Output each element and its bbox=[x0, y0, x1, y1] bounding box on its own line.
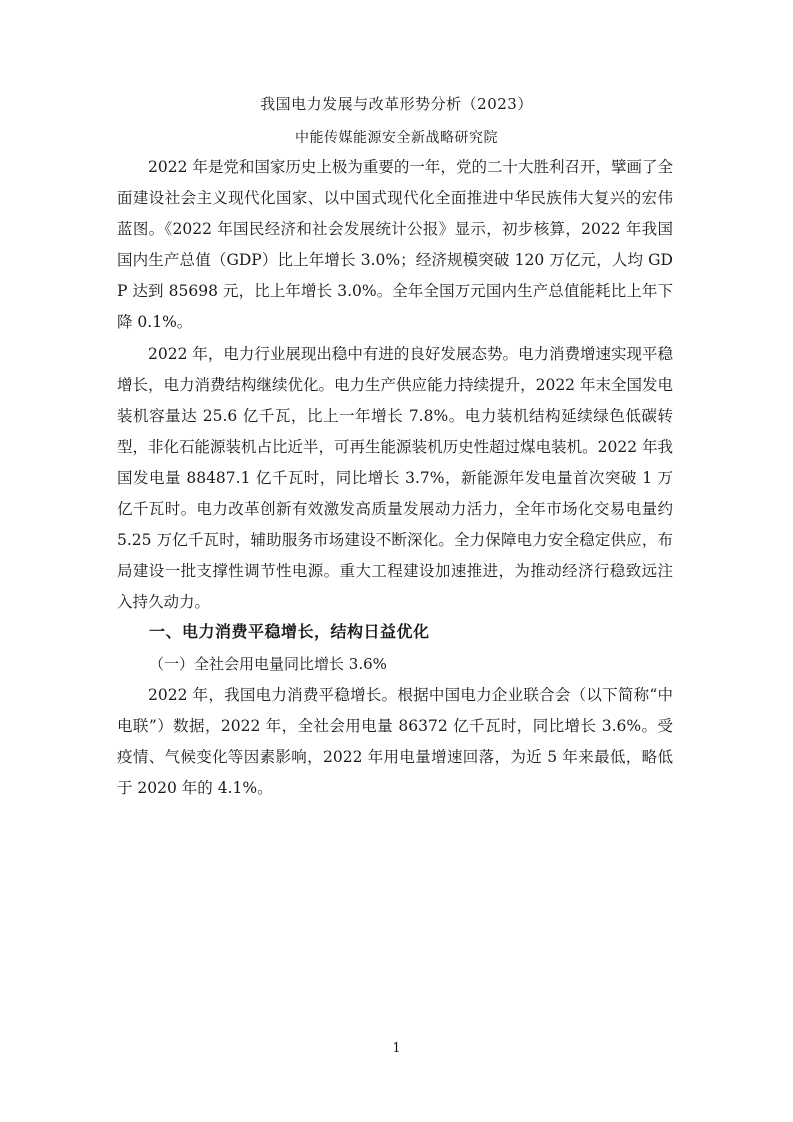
paragraph-consumption: 2022 年，我国电力消费平稳增长。根据中国电力企业联合会（以下简称“中电联”）数据，2022 年，全社会用电量 86372 亿千瓦时，同比增长 3.6%。受疫情、气候变化等因素影响，2022 年用电量增速回落，为近 5 年来最低，略低于 2020 年的 4.1%。 bbox=[117, 686, 673, 797]
paragraph-overview: 2022 年是党和国家历史上极为重要的一年，党的二十大胜利召开，擘画了全面建设社会主义现代化国家、以中国式现代化全面推进中华民族伟大复兴的宏伟蓝图。《2022 年国民经济和社会发展统计公报》显示，初步核算，2022 年我国国内生产总值（GDP）比上年增长 3.0%；经济规模突破 120 万亿元，人均 GDP 达到 85698 元，比上年增长 3.0%。全年全国万元国内生产总值能耗比上年下降 0.1%。 bbox=[117, 158, 673, 331]
section-heading: 一、电力消费平稳增长，结构日益优化 bbox=[149, 622, 430, 641]
paragraph-power-industry: 2022 年，电力行业展现出稳中有进的良好发展态势。电力消费增速实现平稳增长，电力消费结构继续优化。电力生产供应能力持续提升，2022 年末全国发电装机容量达 25.6 亿千瓦，比上一年增长 7.8%。电力装机结构延续绿色低碳转型，非化石能源装机占比近半，可再生能源装机历史性超过煤电装机。2022 年我国发电量 88487.1 亿千瓦时，同比增长 3.7%，新能源年发电量首次突破 1 万亿千瓦时。电力改革创新有效激发高质量发展动力活力，全年市场化交易电量约 5.25 万亿千瓦时，辅助服务市场建设不断深化。全力保障电力安全稳定供应，布局建设一批支撑性调节性电源。重大工程建设加速推进，为推动经济行稳致远注入持久动力。 bbox=[117, 345, 673, 611]
subsection-heading: （一）全社会用电量同比增长 3.6% bbox=[149, 655, 387, 673]
document-author: 中能传媒能源安全新战略研究院 bbox=[295, 130, 498, 146]
page-number: 1 bbox=[392, 1041, 401, 1056]
document-title: 我国电力发展与改革形势分析（2023） bbox=[260, 95, 533, 113]
